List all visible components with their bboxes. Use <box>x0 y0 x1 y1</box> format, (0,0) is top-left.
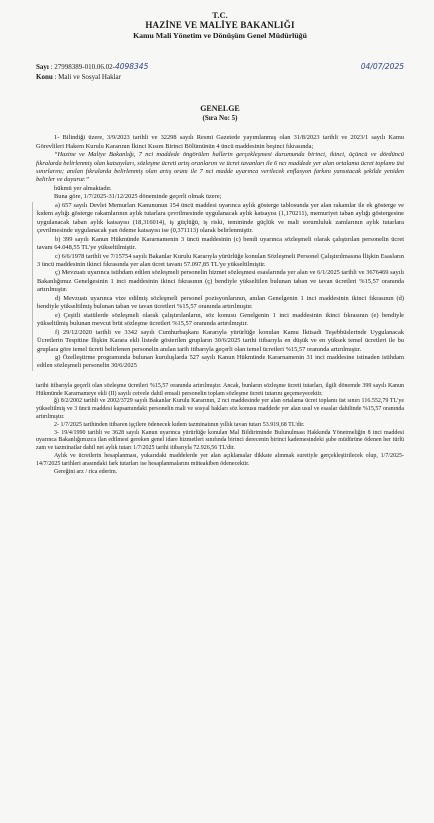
sayi-handwritten: 4098345 <box>114 62 149 72</box>
quoted-provision: “Hazine ve Maliye Bakanlığı, 7 nci maddede öngörülen hallerin gerçekleşmesi durumunda birinci, ikinci, üçüncü ve dördüncü fıkralarda belirlenmiş olan katsayıları, sözleşme ücreti artış oranlarını ve ücret tavanları ile 6 ncı maddede yer alan ortalama ücret toplamı üst sınırlarını; anılan fıkralarda belirlenmiş olan artış oranı ile 7 nci madde uyarınca verilecek enflasyon farkını yansıtacak şekilde yeniden belirler ve duyurur.” <box>36 151 404 184</box>
hukmu-line: hükmü yer almaktadır. <box>54 184 112 192</box>
item-g-continued: tarihi itibarıyla geçerli olan sözleşme ücretleri %15,57 oranında artırılmıştır. Ancak, bunların sözleşme ücreti tutarları, ilgili dönemde 399 sayılı Kanun Hükmünde Kararnameye ekli (II) sayılı cetvele dahil emsali personelin toplam sözleşme ücreti tutarını geçemeyecektir. <box>36 382 404 397</box>
document-meta <box>36 62 404 82</box>
letterhead <box>36 10 404 40</box>
document-body <box>36 134 404 476</box>
item-b: b) 399 sayılı Kanun Hükmünde Kararnamenin 3 üncü maddesinin (c) bendi uyarınca sözleşmeli olarak çalıştırılan personelin ücret tavanı 64.048,55 TL'ye yükseltilmiştir. <box>37 235 404 252</box>
buna-gore-line: Buna göre, 1/7/2025-31/12/2025 döneminde geçerli olmak üzere; <box>54 193 222 201</box>
konu-value: : Mali ve Sosyal Haklar <box>54 72 121 81</box>
item-cc: ç) Mevzuatı uyarınca istihdam edilen sözleşmeli personelin hizmet sözleşmesi esaslarında yer alan ve 6/1/2025 tarihli ve 3676469 sayılı Bakanlığımız Genelgesinin 1 inci maddesinin ikinci fıkrasının (ç) bendiyle yükseltilen bulunan taban ve tavan ücretleri %15,57 oranında artırılmıştır. <box>37 269 404 294</box>
paragraph-4: Aylık ve ücretlerin hesaplanması, yukarıdaki maddelerde yer alan açıklamalar dikkate alınmak suretiyle gerçekleştirilecek olup, 1/7/2025-14/7/2025 tarihleri arasındaki fark tutarları ise hesaplanmalarını müteakiben ödenecektir. <box>36 453 404 467</box>
article-list <box>32 202 404 371</box>
continuation-block <box>36 383 404 477</box>
item-e: e) Çeşitli statülerde sözleşmeli olarak çalıştırılanların, söz konusu Genelgenin 1 inci maddesinin ikinci fıkrasının (e) bendiyle yükseltilmiş bulunan mevcut brüt sözleşme ücretleri %15,57 oranında artırılmıştır. <box>37 311 404 328</box>
sayi-line <box>36 62 404 72</box>
sayi-value: : 27998389-010.06.02- <box>50 63 115 72</box>
sira-no: (Sıra No: 5) <box>202 113 238 122</box>
item-g: g) Özelleştirme programında bulunan kuruluşlarda 527 sayılı Kanun Hükmünde Kararnamenin 31 inci maddesine istinaden istihdam edilen sözleşmeli personelin 30/6/2025 <box>37 353 404 370</box>
item-gg: ğ) 8/2/2002 tarihli ve 2002/3729 sayılı Bakanlar Kurulu Kararının, 2 nci maddesinde yer alan ortalama ücret toplamı üst sınırı 116.552,79 TL'ye yükseltilmiş ve 3 üncü maddesi kapsamındaki personelin mali ve sosyal hakları söz konusu maddede yer alan usul ve esaslar dahilinde %15,57 oranında artırılmıştır. <box>36 398 404 421</box>
sayi-label: Sayı <box>36 63 49 72</box>
ministry-name: HAZİNE VE MALİYE BAKANLIĞI <box>145 20 295 31</box>
item-f: f) 29/12/2020 tarihli ve 3342 sayılı Cumhurbaşkanı Kararıyla yürürlüğe konulan Kamu İktisadi Teşebbüslerinde Uygulanacak Ücretlerin Tespitine İlişkin Karara ekli listede gösterilen grupların 30/6/2025 tarihi itibarıyla en düşük ve en yüksek temel ücretleri ile bu gruplara göre temel ücreti belirlenen personelin anılan tarih itibarıyla geçerli olan temel ücretleri %15,57 oranında artırılmıştır. <box>37 328 404 353</box>
closing-line: Gereğini arz / rica ederim. <box>54 468 118 475</box>
konu-line <box>36 73 404 82</box>
item-c: c) 6/6/1978 tarihli ve 7/15754 sayılı Bakanlar Kurulu Kararıyla yürürlüğe konulan Sözleşmeli Personel Çalıştırılmasına İlişkin Esasların 3 üncü maddesinin ikinci fıkrasında yer alan ücret tavanı 57.097,85 TL'ye yükseltilmiştir. <box>37 252 404 268</box>
genelge-heading: GENELGE <box>200 104 240 114</box>
republic-label: T.C. <box>212 10 228 20</box>
konu-label: Konu <box>36 72 53 81</box>
item-d: d) Mevzuatı uyarınca vize edilmiş sözleşmeli personel pozisyonlarının, anılan Genelgenin 1 inci maddesinin ikinci fıkrasının (d) bendiyle yükseltilmiş bulunan taban ve tavan ücretleri %15,57 oranında artırılmıştır. <box>37 294 404 311</box>
department-name: Kamu Mali Yönetim ve Dönüşüm Genel Müdürlüğü <box>133 30 307 40</box>
document-title <box>36 104 404 122</box>
paragraph-1: 1- Bilindiği üzere, 3/9/2023 tarihli ve 32298 sayılı Resmi Gazetede yayımlanmış olan 31/8/2023 tarihli ve 2023/1 sayılı Kamu Görevlileri Hakem Kurulu Kararının İkinci Kısım Birinci Bölümünün 4 üncü maddesinin beşinci fıkrasında; <box>36 134 404 150</box>
paragraph-2: 2- 1/7/2025 tarihinden itibaren işçilere ödenecek kıdem tazminatının yıllık tavan tutarı 53.919,68 TL'dir. <box>54 421 305 428</box>
document-date: 04/07/2025 <box>360 62 404 72</box>
paragraph-3: 3- 19/4/1990 tarihli ve 3628 sayılı Kanun uyarınca yürürlüğe konulan Mal Bildiriminde Bulunulması Hakkında Yönetmeliğin 8 inci maddesi uyarınca Bakanlığımızca ilan edilmesi gereken genel idare hizmetleri sınıfında birinci derecenin birinci kademesindeki şube müdürüne ödenen her türlü zam ve tazminatlar dahil net aylık tutarı 1/7/2025 tarihi itibarıyla 72.926,56 TL'dir. <box>36 429 404 452</box>
item-a: a) 657 sayılı Devlet Memurları Kanununun 154 üncü maddesi uyarınca aylık gösterge tablosunda yer alan rakamlar ile ek gösterge ve kıdem aylığı gösterge rakamlarının aylık tutarlara çevrilmesinde uygulanacak aylık katsayısı (1,170211), memuriyet taban aylığı göstergesine uygulanacak taban aylık katsayısı (18,316014), iş güçlüğü, iş riski, temininde güçlük ve mali sorumluluk zamlarının aylık tutarlara çevrilmesinde uygulanacak yan ödeme katsayısı ise (0,371113) olarak belirlenmiştir. <box>37 201 404 235</box>
